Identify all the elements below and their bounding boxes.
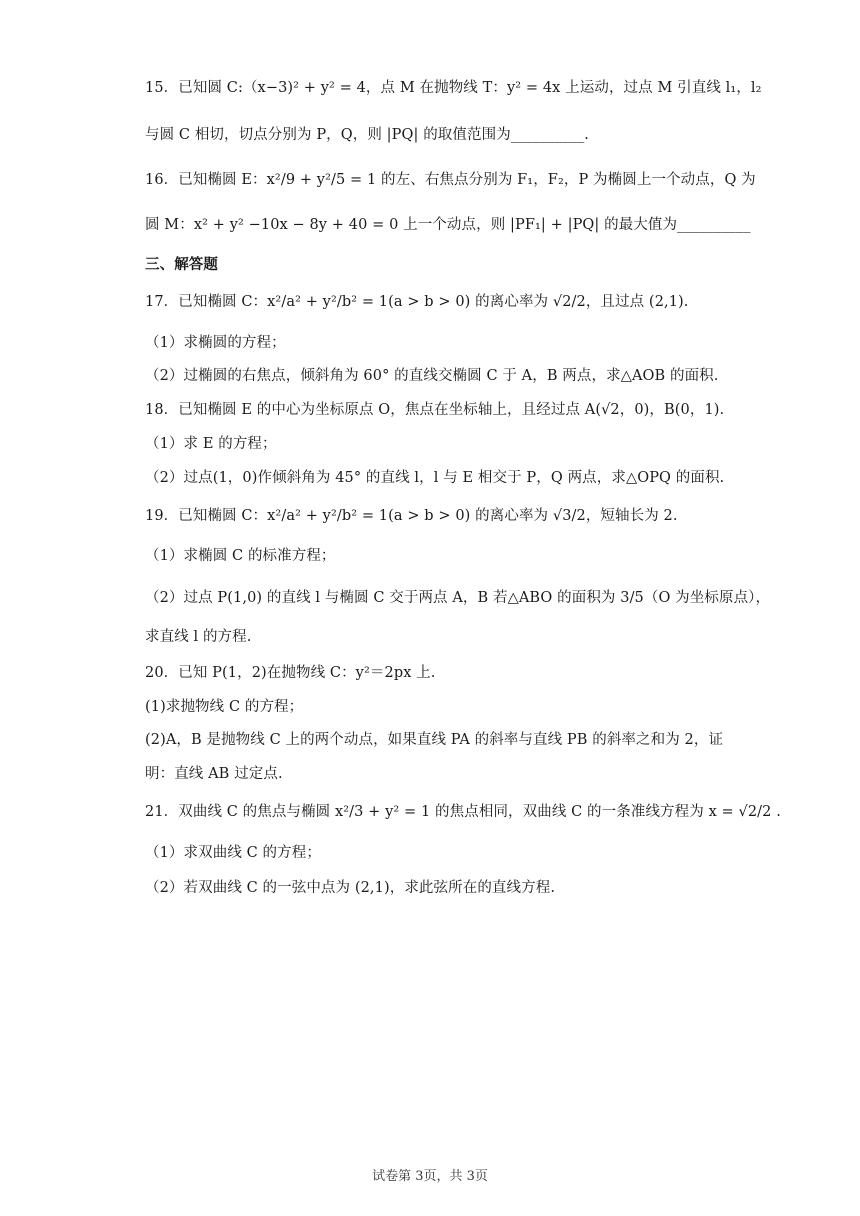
problem-21-stem: 21．双曲线 C 的焦点与椭圆 x²/3 + y² = 1 的焦点相同，双曲线 C 的一条准线方程为 x = √2/2 . [145,804,781,820]
problem-19-stem: 19．已知椭圆 C：x²/a² + y²/b² = 1(a > b > 0) 的离心率为 √3/2，短轴长为 2. [145,508,678,524]
problem-17-part-2: （2）过椭圆的右焦点，倾斜角为 60° 的直线交椭圆 C 于 A，B 两点，求△AOB 的面积. [145,368,719,384]
problem-16-line-1: 16．已知椭圆 E：x²/9 + y²/5 = 1 的左、右焦点分别为 F₁，F₂，P 为椭圆上一个动点，Q 为 [145,172,756,188]
problem-20-stem: 20．已知 P(1，2)在抛物线 C：y²＝2px 上. [145,665,436,681]
problem-19-part-2: （2）过点 P(1,0) 的直线 l 与椭圆 C 交于两点 A，B 若△ABO 的面积为 3/5（O 为坐标原点）， [145,590,771,606]
problem-18-part-2: （2）过点(1，0)作倾斜角为 45° 的直线 l，l 与 E 相交于 P，Q 两点，求△OPQ 的面积. [145,470,725,486]
problem-17-part-1: （1）求椭圆的方程； [145,335,286,351]
problem-15-line-2: 与圆 C 相切，切点分别为 P，Q，则 |PQ| 的取值范围为__________. [145,127,590,143]
problem-20-part-2-cont: 明：直线 AB 过定点. [145,766,283,782]
problem-17-stem: 17．已知椭圆 C：x²/a² + y²/b² = 1(a > b > 0) 的离心率为 √2/2，且过点 (2,1). [145,294,689,310]
problem-20-part-2: (2)A，B 是抛物线 C 上的两个动点，如果直线 PA 的斜率与直线 PB 的斜率之和为 2，证 [145,732,724,748]
problem-20-part-1: (1)求抛物线 C 的方程； [145,699,304,715]
problem-15-line-1: 15．已知圆 C:（x−3)² + y² = 4，点 M 在抛物线 T：y² = 4x 上运动，过点 M 引直线 l₁，l₂ [145,80,762,96]
problem-16-line-2: 圆 M：x² + y² −10x − 8y + 40 = 0 上一个动点，则 |PF₁| + |PQ| 的最大值为__________ [145,217,751,233]
problem-19-part-1: （1）求椭圆 C 的标准方程； [145,548,336,564]
problem-18-part-1: （1）求 E 的方程； [145,436,277,452]
problem-18-stem: 18．已知椭圆 E 的中心为坐标原点 O，焦点在坐标轴上，且经过点 A(√2，0)，B(0，1). [145,402,725,418]
section-heading: 三、解答题 [145,256,218,273]
page-footer: 试卷第 3页，共 3页 [372,1169,488,1184]
problem-21-part-2: （2）若双曲线 C 的一弦中点为 (2,1)，求此弦所在的直线方程. [145,880,556,896]
problem-19-part-2-cont: 求直线 l 的方程. [145,629,252,645]
problem-21-part-1: （1）求双曲线 C 的方程； [145,845,321,861]
